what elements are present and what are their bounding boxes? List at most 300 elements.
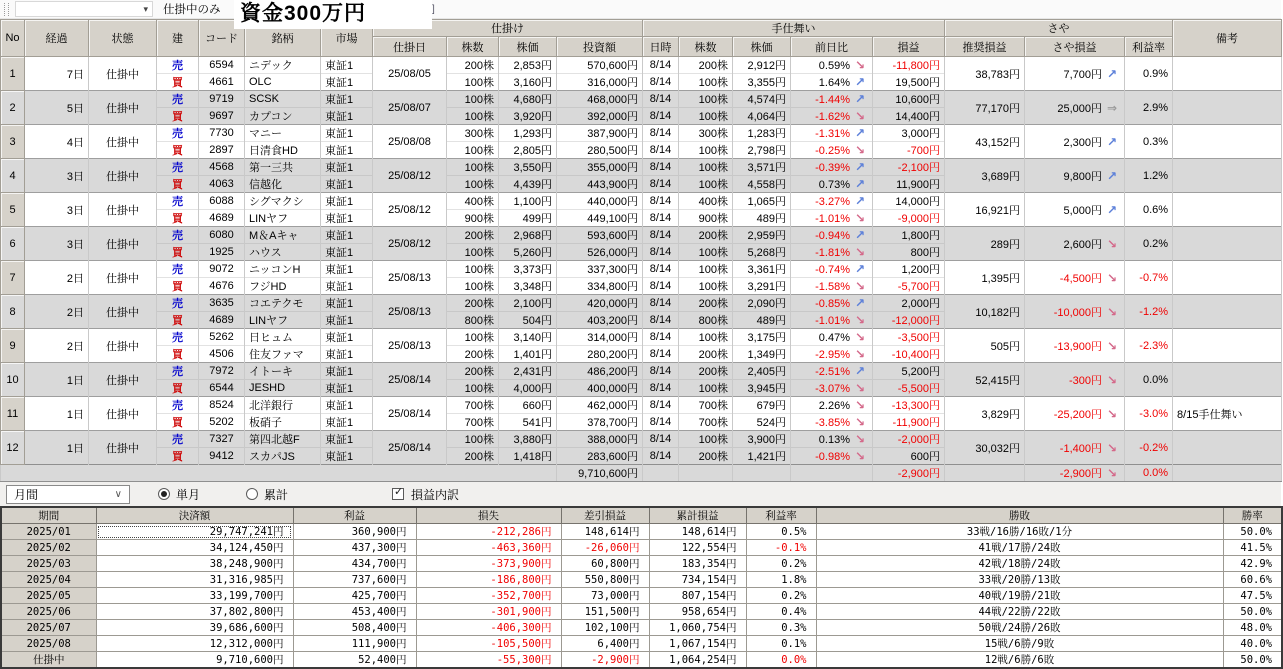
cell-market: 東証1 (321, 312, 373, 329)
cell-day-change-value: -1.81% (815, 247, 850, 259)
cell-net: -2,900円 (561, 652, 649, 669)
position-row[interactable] (1, 91, 1282, 108)
cell-close-qty: 800株 (679, 312, 733, 329)
cell-close-date: 8/14 (643, 295, 679, 312)
position-row[interactable] (1, 261, 1282, 278)
cell-entry-qty: 200株 (447, 295, 499, 312)
cell-close-qty: 700株 (679, 414, 733, 431)
cell-name: 板硝子 (245, 414, 321, 431)
cell-day-change (791, 295, 873, 312)
cell-blank (1173, 465, 1282, 482)
summary-row[interactable] (1, 604, 1282, 620)
down-arrow-icon: ↘ (854, 279, 866, 293)
summary-col-settlement: 決済額 (96, 507, 293, 524)
cell-code: 6080 (199, 227, 245, 244)
cell-net: 60,800円 (561, 556, 649, 572)
cell-market: 東証1 (321, 159, 373, 176)
cell-settlement: 29,747,241円 (96, 524, 293, 540)
cell-settlement: 31,316,985円 (96, 572, 293, 588)
cell-record: 41戦/17勝/24敗 (816, 540, 1223, 556)
cell-total-rate: 0.0% (1125, 465, 1173, 482)
cell-side: 買 (157, 74, 199, 91)
cell-day-change-value: 0.73% (818, 179, 850, 191)
cell-entry-date: 25/08/12 (373, 159, 447, 193)
cell-close-qty: 200株 (679, 448, 733, 465)
cell-entry-date: 25/08/08 (373, 125, 447, 159)
cell-total-saya-value: -2,900円 (1059, 468, 1102, 480)
cell-day-change-value: -1.01% (815, 213, 850, 225)
position-row[interactable] (1, 431, 1282, 448)
cell-saya-pl (1025, 91, 1125, 125)
cell-cumulative: 1,060,754円 (649, 620, 746, 636)
cell-day-change-value: -0.85% (815, 298, 850, 310)
position-row[interactable] (1, 363, 1282, 380)
cell-rec-pl: 289円 (945, 227, 1025, 261)
summary-row[interactable] (1, 652, 1282, 669)
cell-name: LINヤフ (245, 312, 321, 329)
cell-entry-qty: 200株 (447, 57, 499, 74)
cell-day-change (791, 210, 873, 227)
cell-net: 73,000円 (561, 588, 649, 604)
cell-name: 日ヒュム (245, 329, 321, 346)
cell-period: 2025/05 (1, 588, 96, 604)
cell-close-date: 8/14 (643, 176, 679, 193)
cell-code: 9719 (199, 91, 245, 108)
cell-profit: 111,900円 (293, 636, 416, 652)
cell-win-rate: 60.6% (1223, 572, 1282, 588)
cell-saya-pl-value: -10,000円 (1053, 306, 1102, 319)
filter-mode-label: 仕掛中のみ (163, 4, 221, 16)
cell-status: 仕掛中 (89, 261, 157, 295)
cell-rec-pl: 52,415円 (945, 363, 1025, 397)
filter-dropdown[interactable] (15, 1, 153, 17)
cell-day-change-value: 1.64% (818, 77, 850, 89)
cell-no: 6 (1, 227, 25, 261)
cell-amount: 316,000円 (557, 74, 643, 91)
position-row[interactable] (1, 397, 1282, 414)
cell-code: 4063 (199, 176, 245, 193)
down-arrow-icon: ↘ (854, 415, 866, 429)
cell-amount: 280,200円 (557, 346, 643, 363)
cell-day-change-value: -2.95% (815, 349, 850, 361)
cell-pl: -2,100円 (873, 159, 945, 176)
col-header-entry-qty: 株数 (447, 37, 499, 57)
radio-cumulative[interactable] (246, 488, 258, 500)
cell-record: 42戦/18勝/24敗 (816, 556, 1223, 572)
summary-row[interactable] (1, 524, 1282, 540)
cell-market: 東証1 (321, 380, 373, 397)
cell-pl: -700円 (873, 142, 945, 159)
col-header-entry-price: 株価 (499, 37, 557, 57)
cell-close-price: 3,355円 (733, 74, 791, 91)
cell-day-change (791, 57, 873, 74)
col-header-close-qty: 株数 (679, 37, 733, 57)
cell-record: 40戦/19勝/21敗 (816, 588, 1223, 604)
cell-profit-rate: 0.9% (1125, 57, 1173, 91)
cell-profit-rate: 0.3% (1125, 125, 1173, 159)
cell-no: 1 (1, 57, 25, 91)
up-arrow-icon: ↗ (854, 160, 866, 174)
cell-saya-pl-value: 7,700円 (1063, 68, 1102, 81)
cell-pl: 5,200円 (873, 363, 945, 380)
cell-close-qty: 100株 (679, 261, 733, 278)
cell-profit: 508,400円 (293, 620, 416, 636)
cell-profit-rate: 1.2% (1125, 159, 1173, 193)
cell-code: 9412 (199, 448, 245, 465)
cell-code: 4661 (199, 74, 245, 91)
cell-settlement: 12,312,000円 (96, 636, 293, 652)
cell-elapsed: 1日 (25, 363, 89, 397)
cell-day-change (791, 91, 873, 108)
summary-col-rate: 利益率 (746, 507, 816, 524)
cell-record: 33戦/20勝/13敗 (816, 572, 1223, 588)
cell-market: 東証1 (321, 431, 373, 448)
cell-close-price: 2,090円 (733, 295, 791, 312)
up-arrow-icon: ↗ (854, 92, 866, 106)
cell-close-qty: 100株 (679, 244, 733, 261)
cell-close-price: 4,558円 (733, 176, 791, 193)
cell-elapsed: 4日 (25, 125, 89, 159)
cell-close-qty: 900株 (679, 210, 733, 227)
cell-entry-qty: 100株 (447, 261, 499, 278)
cell-close-date: 8/14 (643, 278, 679, 295)
position-row[interactable] (1, 193, 1282, 210)
cell-day-change-value: -0.94% (815, 230, 850, 242)
cell-rec-pl: 30,032円 (945, 431, 1025, 465)
cell-loss: -212,286円 (416, 524, 561, 540)
group-header-entry: 仕掛け (373, 20, 643, 37)
cell-entry-date: 25/08/13 (373, 329, 447, 363)
cell-amount: 280,500円 (557, 142, 643, 159)
cell-saya-pl-value: 9,800円 (1063, 170, 1102, 183)
cell-day-change (791, 74, 873, 91)
summary-col-loss: 損失 (416, 507, 561, 524)
cell-amount: 440,000円 (557, 193, 643, 210)
cell-no: 12 (1, 431, 25, 465)
summary-col-net: 差引損益 (561, 507, 649, 524)
cell-profit-rate: 0.6% (1125, 193, 1173, 227)
cell-amount: 337,300円 (557, 261, 643, 278)
position-row[interactable] (1, 57, 1282, 74)
cell-close-qty: 200株 (679, 227, 733, 244)
summary-col-record: 勝敗 (816, 507, 1223, 524)
cell-close-date: 8/14 (643, 431, 679, 448)
cell-status: 仕掛中 (89, 329, 157, 363)
cell-pl: 1,200円 (873, 261, 945, 278)
cell-profit-rate: 0.2% (1125, 227, 1173, 261)
cell-period: 2025/01 (1, 524, 96, 540)
cell-close-price: 5,268円 (733, 244, 791, 261)
cell-day-change-value: -3.85% (815, 417, 850, 429)
toolbar-grip-icon[interactable] (4, 3, 9, 16)
position-row[interactable] (1, 125, 1282, 142)
cell-entry-qty: 100株 (447, 108, 499, 125)
cell-name: JESHD (245, 380, 321, 397)
down-arrow-icon: ↘ (854, 381, 866, 395)
summary-controls (0, 482, 1281, 506)
cell-entry-price: 4,000円 (499, 380, 557, 397)
cell-rec-pl: 43,152円 (945, 125, 1025, 159)
col-header-name: 銘柄 (245, 20, 321, 57)
down-arrow-icon: ↘ (854, 58, 866, 72)
position-row[interactable] (1, 295, 1282, 312)
capital-label: 資金300万円 (234, 0, 432, 29)
cell-close-date: 8/14 (643, 142, 679, 159)
cell-entry-price: 1,100円 (499, 193, 557, 210)
cell-code: 7972 (199, 363, 245, 380)
col-header-rec-pl: 推奨損益 (945, 37, 1025, 57)
cell-no: 10 (1, 363, 25, 397)
cell-cumulative: 807,154円 (649, 588, 746, 604)
cell-period: 2025/07 (1, 620, 96, 636)
down-arrow-icon: ↘ (1106, 372, 1118, 387)
cell-entry-qty: 300株 (447, 125, 499, 142)
cell-market: 東証1 (321, 176, 373, 193)
cell-elapsed: 2日 (25, 261, 89, 295)
cell-day-change (791, 261, 873, 278)
up-arrow-icon: ↗ (854, 75, 866, 89)
cell-side: 買 (157, 142, 199, 159)
cell-close-price: 489円 (733, 312, 791, 329)
radio-single-month[interactable] (158, 488, 170, 500)
up-arrow-icon: ↗ (854, 228, 866, 242)
cell-code: 8524 (199, 397, 245, 414)
cell-day-change (791, 159, 873, 176)
cell-entry-price: 541円 (499, 414, 557, 431)
positions-total-row (1, 465, 1282, 482)
cell-profit: 425,700円 (293, 588, 416, 604)
cell-entry-qty: 100株 (447, 244, 499, 261)
cell-period: 2025/06 (1, 604, 96, 620)
cell-win-rate: 47.5% (1223, 588, 1282, 604)
cell-close-qty: 300株 (679, 125, 733, 142)
position-row[interactable] (1, 329, 1282, 346)
cell-cumulative: 958,654円 (649, 604, 746, 620)
cell-entry-price: 2,100円 (499, 295, 557, 312)
cell-entry-price: 3,920円 (499, 108, 557, 125)
cell-profit-rate: -3.0% (1125, 397, 1173, 431)
summary-row[interactable] (1, 572, 1282, 588)
cell-rate: 0.1% (746, 636, 816, 652)
cell-note (1173, 91, 1282, 125)
cell-entry-qty: 100株 (447, 380, 499, 397)
summary-row[interactable] (1, 588, 1282, 604)
cell-market: 東証1 (321, 278, 373, 295)
cell-day-change-value: 0.59% (818, 60, 850, 72)
cell-settlement: 39,686,600円 (96, 620, 293, 636)
down-arrow-icon: ↘ (854, 347, 866, 361)
cell-status: 仕掛中 (89, 159, 157, 193)
cell-amount: 334,800円 (557, 278, 643, 295)
cell-close-date: 8/14 (643, 448, 679, 465)
period-dropdown[interactable] (6, 485, 130, 504)
positions-table (0, 19, 1282, 482)
cell-entry-price: 2,968円 (499, 227, 557, 244)
cell-day-change-value: -1.58% (815, 281, 850, 293)
up-arrow-icon: ↗ (854, 126, 866, 140)
cell-win-rate: 50.0% (1223, 604, 1282, 620)
cell-entry-price: 1,401円 (499, 346, 557, 363)
cell-record: 44戦/22勝/22敗 (816, 604, 1223, 620)
cell-close-price: 2,912円 (733, 57, 791, 74)
cell-profit: 737,600円 (293, 572, 416, 588)
cell-close-price: 3,571円 (733, 159, 791, 176)
cell-close-date: 8/14 (643, 57, 679, 74)
cell-market: 東証1 (321, 74, 373, 91)
cell-close-price: 3,945円 (733, 380, 791, 397)
cell-blank (679, 465, 733, 482)
cell-entry-price: 4,439円 (499, 176, 557, 193)
cell-day-change-value: -0.98% (815, 451, 850, 463)
cell-net: 102,100円 (561, 620, 649, 636)
cell-entry-price: 3,140円 (499, 329, 557, 346)
down-arrow-icon: ↘ (1106, 270, 1118, 285)
summary-row[interactable] (1, 540, 1282, 556)
cell-entry-price: 3,373円 (499, 261, 557, 278)
cell-entry-qty: 100株 (447, 278, 499, 295)
cell-settlement: 34,124,450円 (96, 540, 293, 556)
cell-day-change-value: -1.62% (815, 111, 850, 123)
cell-day-change (791, 193, 873, 210)
cell-pl: 14,400円 (873, 108, 945, 125)
cell-close-price: 3,900円 (733, 431, 791, 448)
cell-saya-pl (1025, 193, 1125, 227)
cell-entry-qty: 700株 (447, 397, 499, 414)
cell-saya-pl-value: 5,000円 (1063, 204, 1102, 217)
summary-col-period: 期間 (1, 507, 96, 524)
cell-profit-rate: -0.2% (1125, 431, 1173, 465)
cell-day-change-value: 2.26% (818, 400, 850, 412)
position-row[interactable] (1, 227, 1282, 244)
cell-entry-qty: 400株 (447, 193, 499, 210)
cell-close-price: 4,574円 (733, 91, 791, 108)
col-header-close-price: 株価 (733, 37, 791, 57)
position-row[interactable] (1, 159, 1282, 176)
cell-entry-date: 25/08/12 (373, 227, 447, 261)
cell-side: 買 (157, 312, 199, 329)
col-header-code: コード (199, 20, 245, 57)
cell-note (1173, 363, 1282, 397)
cell-amount: 593,600円 (557, 227, 643, 244)
cell-entry-qty: 100株 (447, 176, 499, 193)
cell-entry-price: 1,418円 (499, 448, 557, 465)
cell-close-price: 3,361円 (733, 261, 791, 278)
cell-saya-pl (1025, 159, 1125, 193)
cell-entry-qty: 100株 (447, 159, 499, 176)
cell-code: 2897 (199, 142, 245, 159)
cell-entry-date: 25/08/14 (373, 363, 447, 397)
cell-win-rate: 48.0% (1223, 620, 1282, 636)
up-arrow-icon: ↗ (854, 262, 866, 276)
cell-close-price: 1,283円 (733, 125, 791, 142)
cell-saya-pl-value: -300円 (1068, 374, 1102, 387)
cell-rec-pl: 505円 (945, 329, 1025, 363)
summary-col-profit: 利益 (293, 507, 416, 524)
summary-row[interactable] (1, 636, 1282, 652)
cell-record: 33戦/16勝/16敗/1分 (816, 524, 1223, 540)
cell-rate: 0.4% (746, 604, 816, 620)
cell-entry-qty: 100株 (447, 142, 499, 159)
group-header-saya: さや (945, 20, 1173, 37)
cell-day-change-value: -0.25% (815, 145, 850, 157)
cell-day-change-value: -3.27% (815, 196, 850, 208)
cell-market: 東証1 (321, 397, 373, 414)
cell-total-amount: 9,710,600円 (557, 465, 643, 482)
cell-win-rate: 40.0% (1223, 636, 1282, 652)
cell-name: カプコン (245, 108, 321, 125)
cell-entry-date: 25/08/12 (373, 193, 447, 227)
up-arrow-icon: ↗ (854, 296, 866, 310)
cell-name: スカパJS (245, 448, 321, 465)
cell-day-change-value: -1.31% (815, 128, 850, 140)
chevron-down-icon: ▾ (143, 4, 148, 14)
cell-pl: 10,600円 (873, 91, 945, 108)
cell-name: イトーキ (245, 363, 321, 380)
cell-close-date: 8/14 (643, 125, 679, 142)
cell-code: 3635 (199, 295, 245, 312)
cell-pl: -2,000円 (873, 431, 945, 448)
cell-rate: 0.2% (746, 556, 816, 572)
cell-net: -26,060円 (561, 540, 649, 556)
cell-entry-qty: 100株 (447, 91, 499, 108)
chevron-down-icon: ∨ (114, 488, 122, 500)
down-arrow-icon: ↘ (1106, 338, 1118, 353)
cell-profit-rate: -1.2% (1125, 295, 1173, 329)
cell-market: 東証1 (321, 329, 373, 346)
cell-period: 仕掛中 (1, 652, 96, 669)
cell-record: 50戦/24勝/26敗 (816, 620, 1223, 636)
checkbox-pl-breakdown[interactable] (392, 488, 404, 500)
cell-close-price: 1,065円 (733, 193, 791, 210)
cell-day-change (791, 363, 873, 380)
cell-code: 9697 (199, 108, 245, 125)
cell-loss: -301,900円 (416, 604, 561, 620)
cell-loss: -186,800円 (416, 572, 561, 588)
cell-entry-qty: 100株 (447, 431, 499, 448)
summary-row[interactable] (1, 556, 1282, 572)
cell-rec-pl: 77,170円 (945, 91, 1025, 125)
cell-rec-pl: 38,783円 (945, 57, 1025, 91)
cell-no: 8 (1, 295, 25, 329)
cell-no: 11 (1, 397, 25, 431)
cell-note (1173, 295, 1282, 329)
col-header-close-date: 日時 (643, 37, 679, 57)
cell-day-change-value: -0.74% (815, 264, 850, 276)
cell-entry-price: 504円 (499, 312, 557, 329)
cell-record: 12戦/6勝/6敗 (816, 652, 1223, 669)
cell-elapsed: 1日 (25, 431, 89, 465)
cell-name: SCSK (245, 91, 321, 108)
down-arrow-icon: ↘ (854, 313, 866, 327)
summary-row[interactable] (1, 620, 1282, 636)
down-arrow-icon: ↘ (854, 109, 866, 123)
cell-entry-price: 2,431円 (499, 363, 557, 380)
cell-pl: -11,900円 (873, 414, 945, 431)
cell-net: 550,800円 (561, 572, 649, 588)
cell-market: 東証1 (321, 125, 373, 142)
cell-total-saya (1025, 465, 1125, 482)
cell-close-price: 1,349円 (733, 346, 791, 363)
cell-day-change (791, 431, 873, 448)
col-header-status: 状態 (89, 20, 157, 57)
cell-entry-price: 3,160円 (499, 74, 557, 91)
cell-pl: 11,900円 (873, 176, 945, 193)
cell-name: ニッコンH (245, 261, 321, 278)
cell-saya-pl-value: 2,300円 (1063, 136, 1102, 149)
checkbox-pl-breakdown-label: 損益内訳 (411, 487, 460, 502)
cell-amount: 392,000円 (557, 108, 643, 125)
cell-entry-price: 3,550円 (499, 159, 557, 176)
